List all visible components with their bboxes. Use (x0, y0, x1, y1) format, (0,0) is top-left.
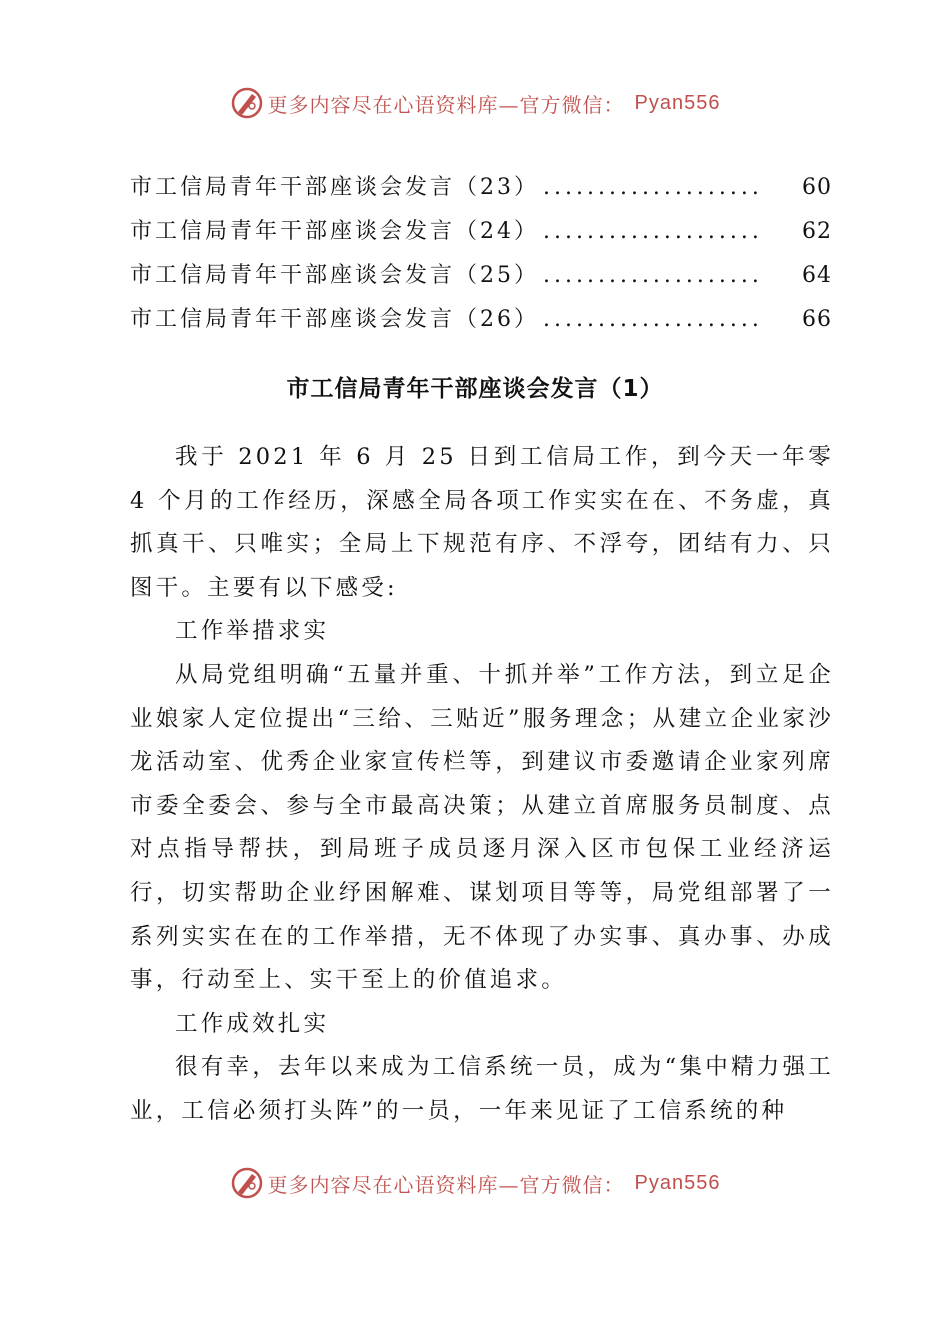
toc-leader-dots: .................... (543, 219, 763, 244)
section-heading: 工作举措求实 (175, 618, 330, 645)
toc-entry-page: 60 (802, 175, 832, 200)
article-body (130, 436, 834, 1134)
toc-entry-page: 66 (802, 307, 832, 332)
pen-logo-icon (230, 1166, 264, 1200)
toc-entry-title: 市工信局青年干部座谈会发言（24） (130, 219, 539, 244)
toc-entry-page: 62 (802, 219, 832, 244)
article-title: 市工信局青年干部座谈会发言（1） (286, 376, 664, 402)
toc-entry[interactable] (130, 214, 832, 258)
body-paragraph: 很有幸，去年以来成为工信系统一员，成为“集中精力强工业，工信必须打头阵”的一员，一年来见证了工信系统的种 (130, 1054, 834, 1124)
pen-logo-icon (230, 86, 264, 120)
toc-entry-title: 市工信局青年干部座谈会发言（23） (130, 175, 539, 200)
toc-entry[interactable] (130, 258, 832, 302)
watermark-text: 更多内容尽在心语资料库—官方微信： (267, 1172, 625, 1197)
toc-entry[interactable] (130, 302, 832, 346)
toc-entry-title: 市工信局青年干部座谈会发言（25） (130, 263, 539, 288)
watermark-wechat: Pyan556 (634, 1171, 721, 1194)
section-heading: 工作成效扎实 (175, 1010, 330, 1037)
watermark-text: 更多内容尽在心语资料库—官方微信： (267, 92, 625, 117)
toc-entry[interactable] (130, 170, 832, 214)
toc-leader-dots: .................... (543, 263, 763, 288)
toc-leader-dots: .................... (543, 307, 763, 332)
table-of-contents (130, 170, 832, 346)
footer-watermark (0, 1166, 950, 1200)
header-watermark (0, 86, 950, 120)
body-paragraph: 我于 2021 年 6 月 25 日到工信局工作，到今天一年零 4 个月的工作经历，深感全局各项工作实实在在、不务虚，真抓真干、只唯实；全局上下规范有序、不浮夸，团结有力、只图干。主要有以下感受: (130, 444, 834, 601)
toc-entry-title: 市工信局青年干部座谈会发言（26） (130, 307, 539, 332)
watermark-wechat: Pyan556 (634, 91, 721, 114)
body-paragraph: 从局党组明确“五量并重、十抓并举”工作方法，到立足企业娘家人定位提出“三给、三贴近”服务理念；从建立企业家沙龙活动室、优秀企业家宣传栏等，到建议市委邀请企业家列席市委全委会、参与全市最高决策；从建立首席服务员制度、点对点指导帮扶，到局班子成员逐月深入区市包保工业经济运行，切实帮助企业纾困解难、谋划项目等等，局党组部署了一系列实实在在的工作举措，无不体现了办实事、真办事、办成事，行动至上、实干至上的价值追求。 (130, 661, 834, 994)
toc-entry-page: 64 (802, 263, 832, 288)
toc-leader-dots: .................... (543, 175, 763, 200)
